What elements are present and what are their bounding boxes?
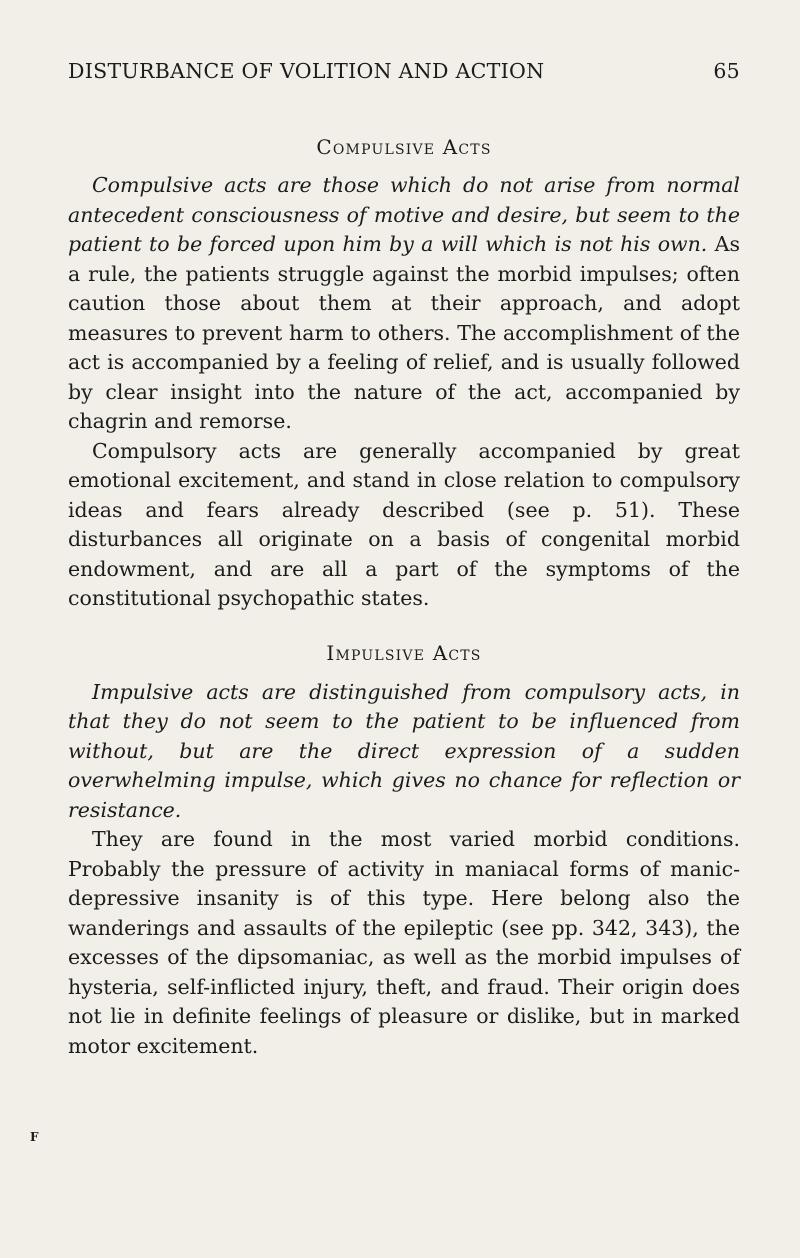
section-heading-impulsive-acts: Impulsive Acts xyxy=(326,640,482,665)
paragraph-impulsive-definition: Impulsive acts are distinguished from compulsory acts, in that they do not seem to the patient to be influenced from without, but are the direct expression of a sudden overwhelming impulse, which gives no chance for reflection or resistance. xyxy=(68,679,740,822)
paragraph-compulsory-acts: Compulsory acts are generally accompanied by great emotional excitement, and stand in close relation to compulsory ideas and fears already described (see p. 51). These disturbances all originate on a basis of congenital morbid endowment, and are all a part of the symptoms of the constitutional psychopathic states. xyxy=(68,438,740,610)
compulsive-definition-italic: Compulsive acts are those which do not arise from normal antecedent consciousness of motive and desire, but seem to the patient to be forced upon him by a will which is not his own. xyxy=(68,173,740,256)
paragraph-compulsive-definition xyxy=(68,171,740,437)
paragraph-impulsive-conditions: They are found in the most varied morbid conditions. Probably the pressure of activity in maniacal forms of manic-depressive insanity is of this type. Here belong also the wanderings and assaults of the epileptic (see pp. 342, 343), the excesses of the dipsomaniac, as well as the morbid impulses of hysteria, self-inflicted injury, theft, and fraud. Their origin does not lie in definite feelings of pleasure or dislike, but in marked motor excitement. xyxy=(68,827,740,1058)
book-page xyxy=(68,56,740,1061)
running-title: DISTURBANCE OF VOLITION AND ACTION xyxy=(68,59,545,83)
running-header xyxy=(68,56,740,86)
compulsive-definition-text: As a rule, the patients struggle against the morbid impulses; often caution those about them at their approach, and adopt measures to prevent harm to others. The accomplishment of the act is accompanied by a feeling of relief, and is usually followed by clear insight into the nature of the act, accompanied by chagrin and remorse. xyxy=(68,232,740,433)
page-number: 65 xyxy=(713,59,740,83)
printer-signature-mark: F xyxy=(30,1130,39,1144)
section-heading-compulsive-acts: Compulsive Acts xyxy=(316,135,492,159)
